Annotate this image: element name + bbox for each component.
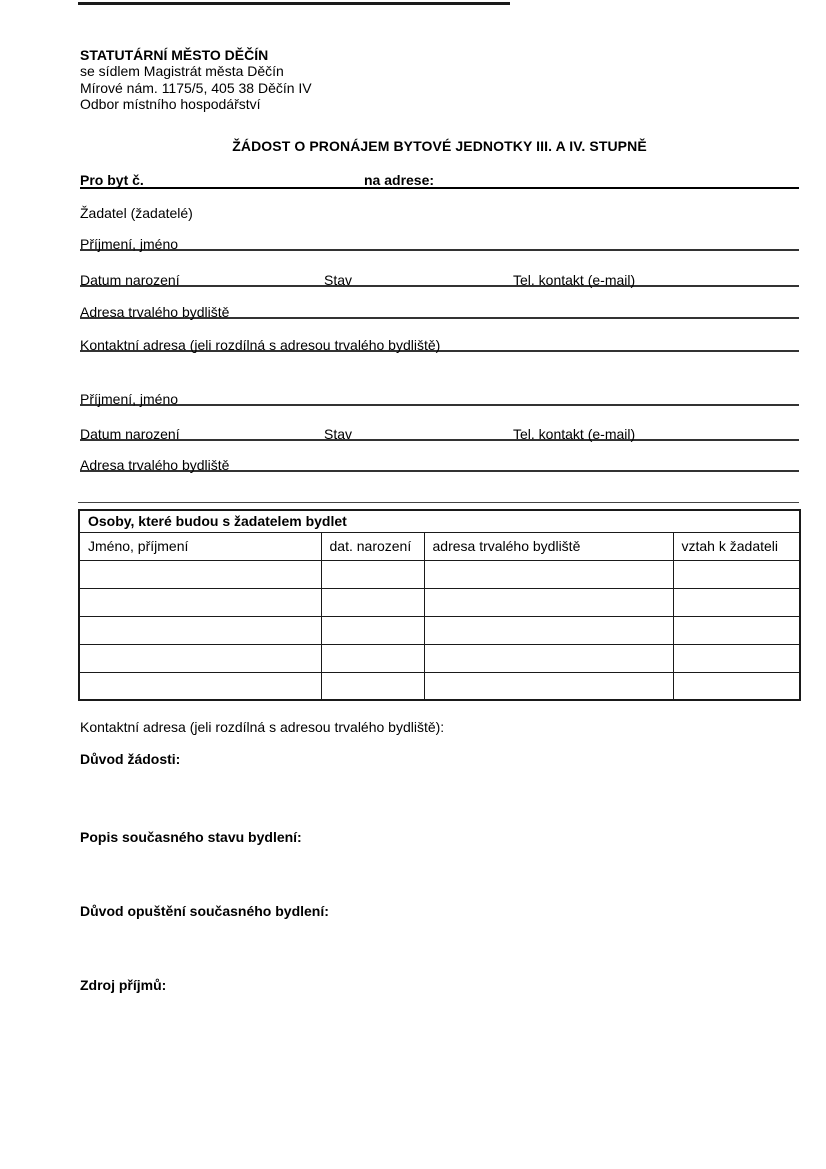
field-row-birth-status-phone-2[interactable] (80, 426, 799, 441)
table-cell[interactable] (673, 616, 800, 644)
org-name: STATUTÁRNÍ MĚSTO DĚČÍN (80, 47, 269, 63)
table-cell[interactable] (673, 588, 800, 616)
table-cell[interactable] (673, 560, 800, 588)
table-row (79, 644, 800, 672)
address-label: na adrese: (364, 172, 435, 188)
field-row-contact-address-1[interactable] (80, 337, 799, 352)
table-cell[interactable] (673, 644, 800, 672)
org-seat-line: se sídlem Magistrát města Děčín (80, 63, 284, 80)
table-cell[interactable] (79, 560, 321, 588)
marital-status-label-1: Stav (324, 272, 353, 288)
org-department-line: Odbor místního hospodářství (80, 96, 261, 113)
field-row-name-1[interactable] (80, 236, 799, 251)
phone-contact-label-2: Tel. kontakt (e-mail) (513, 426, 636, 442)
surname-name-label-2: Příjmení, jméno (80, 391, 179, 407)
form-title: ŽÁDOST O PRONÁJEM BYTOVÉ JEDNOTKY III. A IV. STUPNĚ (232, 138, 647, 154)
birth-date-label-1: Datum narození (80, 272, 180, 288)
table-row (79, 616, 800, 644)
table-cell[interactable] (424, 560, 673, 588)
field-row-flat-and-address[interactable] (80, 172, 799, 189)
table-header-row (79, 532, 800, 560)
pre-table-rule (78, 502, 799, 503)
field-row-name-2[interactable] (80, 391, 799, 406)
org-address-line: Mírové nám. 1175/5, 405 38 Děčín IV (80, 79, 312, 96)
table-column-header-name: Jméno, příjmení (79, 532, 321, 560)
table-caption-row (79, 510, 800, 532)
contact-address-label-1: Kontaktní adresa (jeli rozdílná s adresou trvalého bydliště) (80, 337, 441, 353)
table-cell[interactable] (321, 616, 424, 644)
flat-number-label: Pro byt č. (80, 172, 144, 188)
org-header (80, 47, 312, 113)
cohabitants-table-body (79, 510, 800, 700)
surname-name-label-1: Příjmení, jméno (80, 236, 179, 252)
top-rule (78, 2, 510, 5)
income-source-label: Zdroj příjmů: (80, 977, 167, 993)
phone-contact-label-1: Tel. kontakt (e-mail) (513, 272, 636, 288)
current-housing-label: Popis současného stavu bydlení: (80, 829, 302, 845)
cohabitants-table (78, 509, 801, 701)
table-cell[interactable] (321, 672, 424, 700)
permanent-address-label-1: Adresa trvalého bydliště (80, 304, 230, 320)
table-cell[interactable] (79, 644, 321, 672)
field-row-permanent-address-1[interactable] (80, 304, 799, 319)
table-column-header-address: adresa trvalého bydliště (424, 532, 673, 560)
table-caption: Osoby, které budou s žadatelem bydlet (79, 510, 800, 532)
table-row (79, 588, 800, 616)
table-cell[interactable] (424, 672, 673, 700)
table-cell[interactable] (321, 560, 424, 588)
leaving-reason-label: Důvod opuštění současného bydlení: (80, 903, 329, 919)
birth-date-label-2: Datum narození (80, 426, 180, 442)
table-cell[interactable] (424, 616, 673, 644)
marital-status-label-2: Stav (324, 426, 353, 442)
table-column-header-birth-date: dat. narození (321, 532, 424, 560)
table-row (79, 560, 800, 588)
field-row-birth-status-phone-1[interactable] (80, 272, 799, 287)
reason-label: Důvod žádosti: (80, 751, 181, 767)
permanent-address-label-2: Adresa trvalého bydliště (80, 457, 230, 473)
table-cell[interactable] (79, 588, 321, 616)
contact-address-note-label: Kontaktní adresa (jeli rozdílná s adresou trvalého bydliště): (80, 719, 445, 735)
table-row (79, 672, 800, 700)
table-cell[interactable] (673, 672, 800, 700)
table-cell[interactable] (321, 588, 424, 616)
table-cell[interactable] (79, 616, 321, 644)
table-column-header-relation: vztah k žadateli (673, 532, 800, 560)
table-cell[interactable] (424, 644, 673, 672)
field-row-permanent-address-2[interactable] (80, 457, 799, 472)
applicant-section-label: Žadatel (žadatelé) (80, 205, 193, 221)
table-cell[interactable] (79, 672, 321, 700)
table-cell[interactable] (321, 644, 424, 672)
table-cell[interactable] (424, 588, 673, 616)
